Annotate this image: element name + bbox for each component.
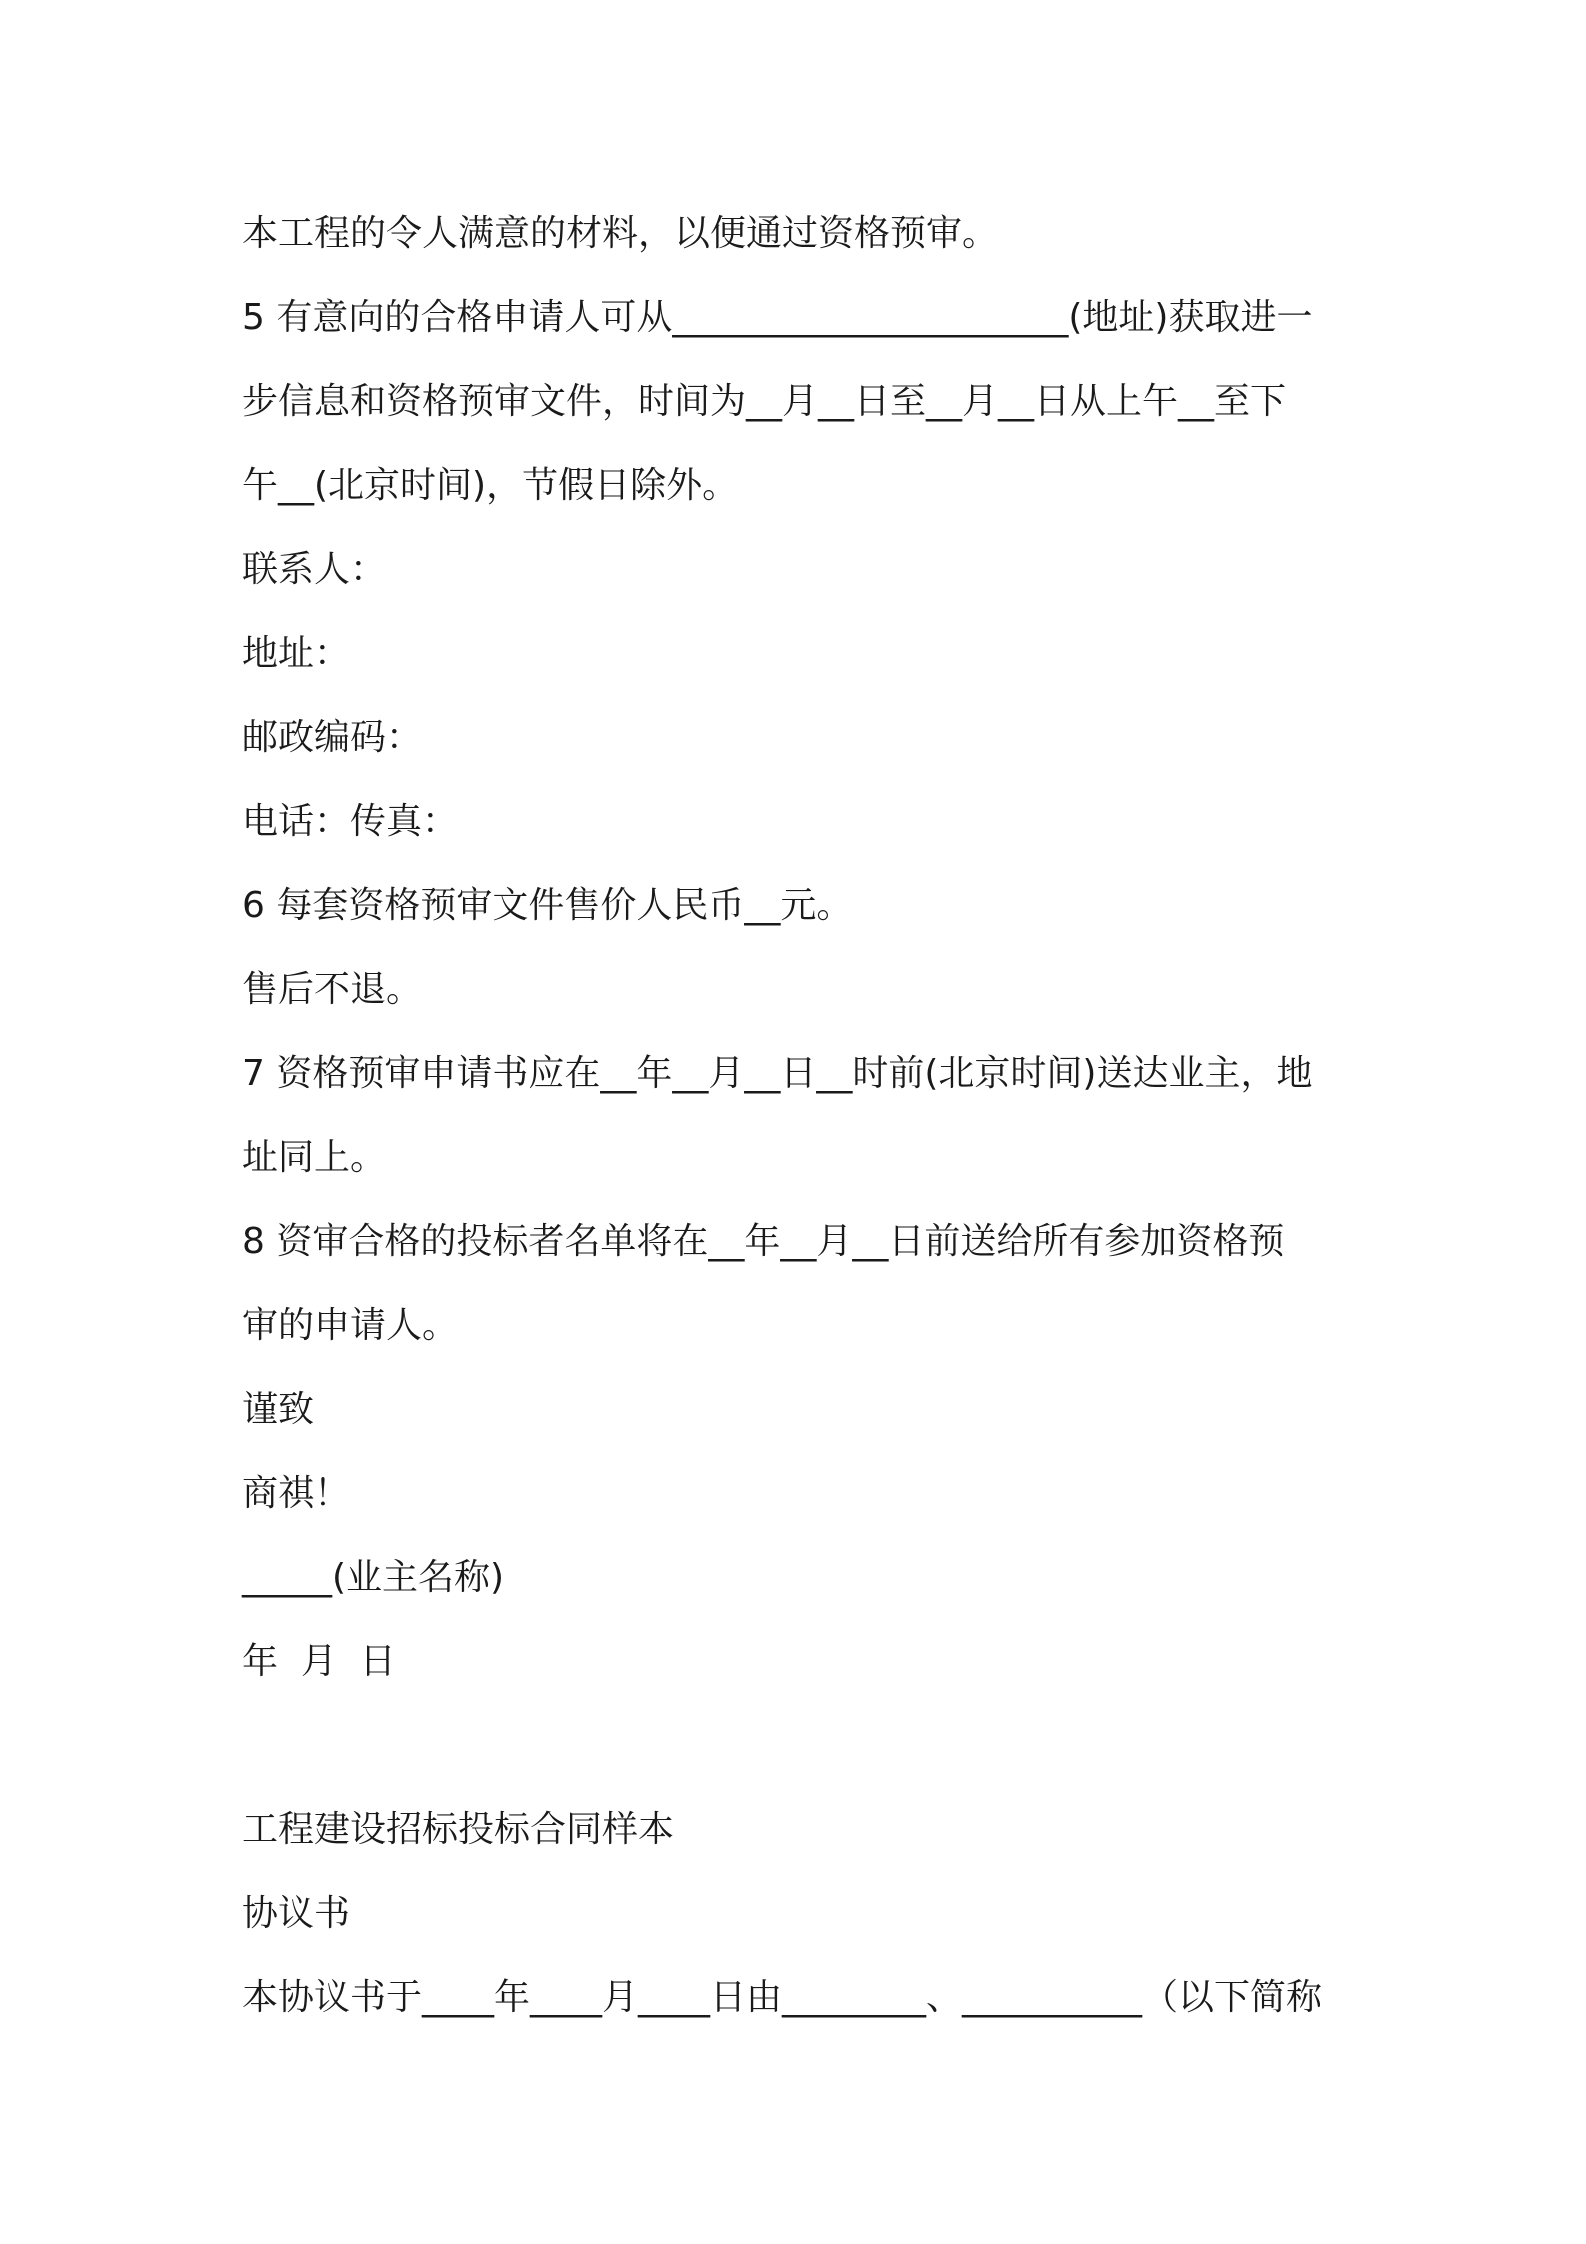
section-title: 工程建设招标投标合同样本 xyxy=(242,1809,675,1850)
contact-label: 联系人： xyxy=(242,549,387,590)
owner-name-line: _____(业主名称) xyxy=(242,1557,505,1598)
postal-code-label: 邮政编码： xyxy=(242,717,423,758)
paragraph-line: 步信息和资格预审文件，时间为__月__日至__月__日从上午__至下 xyxy=(242,381,1287,422)
paragraph-line: 址同上。 xyxy=(242,1137,387,1178)
paragraph-line: 本工程的令人满意的材料，以便通过资格预审。 xyxy=(242,213,999,254)
paragraph-line: 审的申请人。 xyxy=(242,1305,459,1346)
paragraph-line: 售后不退。 xyxy=(242,969,423,1010)
paragraph-line: 6 每套资格预审文件售价人民币__元。 xyxy=(242,885,853,926)
paragraph-line: 午__(北京时间)，节假日除外。 xyxy=(242,465,739,506)
closing-regards: 商祺！ xyxy=(242,1473,351,1514)
paragraph-line: 8 资审合格的投标者名单将在__年__月__日前送给所有参加资格预 xyxy=(242,1221,1285,1262)
paragraph-line: 7 资格预审申请书应在__年__月__日__时前(北京时间)送达业主，地 xyxy=(242,1053,1313,1094)
closing-salutation: 谨致 xyxy=(242,1389,315,1430)
section-subtitle: 协议书 xyxy=(242,1893,351,1934)
agreement-first-line: 本协议书于____年____月____日由________、__________（以下简称 xyxy=(242,1977,1323,2018)
address-label: 地址： xyxy=(242,633,351,674)
date-line: 年 月 日 xyxy=(242,1641,396,1682)
section-gap xyxy=(242,1704,1362,1788)
document-body xyxy=(242,192,1362,2040)
paragraph-line: 5 有意向的合格申请人可从______________________(地址)获取进一 xyxy=(242,297,1313,338)
phone-fax-label: 电话：传真： xyxy=(242,801,459,842)
